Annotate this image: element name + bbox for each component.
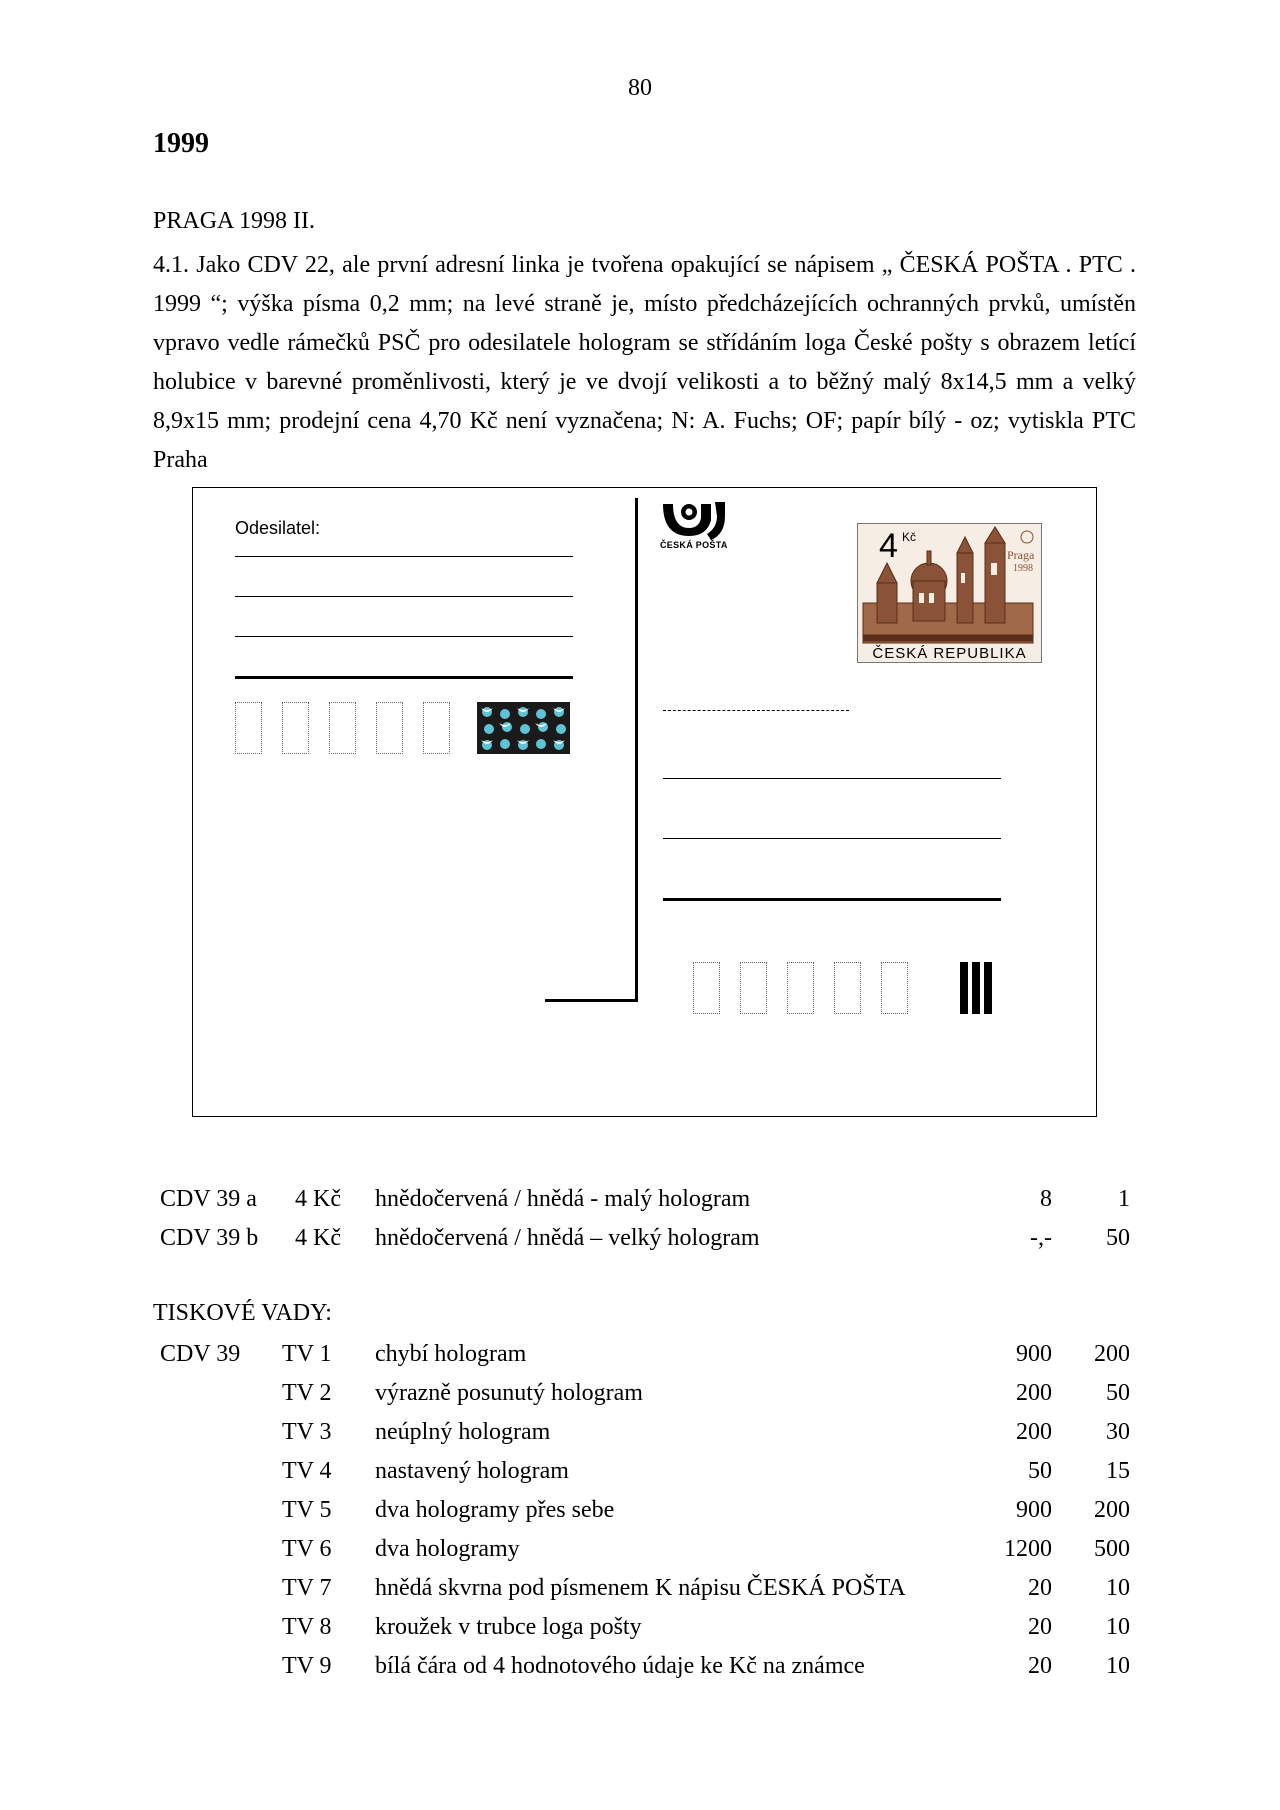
defect-row [0, 1378, 1280, 1408]
variant-value: 4 Kč [295, 1186, 341, 1212]
defect-id: TV 8 [282, 1614, 332, 1640]
sender-zip-box [376, 702, 403, 754]
address-line-bold [663, 898, 1001, 901]
address-line [663, 838, 1001, 839]
defect-row [0, 1495, 1280, 1525]
sender-zip-box [423, 702, 450, 754]
defect-id: TV 1 [282, 1341, 332, 1367]
defect-price-mint: 20 [1028, 1653, 1052, 1679]
postcard-divider-foot [545, 999, 638, 1002]
variant-row [0, 1184, 1280, 1214]
variant-price-used: 50 [1106, 1225, 1130, 1251]
sender-line-bold [235, 676, 573, 679]
defect-price-used: 50 [1106, 1380, 1130, 1406]
defect-description: výrazně posunutý hologram [375, 1380, 643, 1406]
stamp-event-year: 1998 [1013, 563, 1033, 574]
year-heading: 1999 [153, 128, 209, 159]
address-line-dotted [663, 710, 849, 711]
defect-description: dva hologramy přes sebe [375, 1497, 615, 1523]
variant-price-mint: 8 [1040, 1186, 1052, 1212]
variant-description: hnědočervená / hnědá – velký hologram [375, 1225, 760, 1251]
defect-id: TV 5 [282, 1497, 332, 1523]
variant-price-used: 1 [1118, 1186, 1130, 1212]
defect-id: TV 6 [282, 1536, 332, 1562]
defect-price-used: 10 [1106, 1614, 1130, 1640]
defect-price-used: 30 [1106, 1419, 1130, 1445]
variant-row [0, 1223, 1280, 1253]
defect-description: dva hologramy [375, 1536, 520, 1562]
sender-line [235, 636, 573, 637]
defect-row [0, 1651, 1280, 1681]
defect-price-mint: 20 [1028, 1614, 1052, 1640]
post-logo-text: ČESKÁ POŠTA [660, 540, 728, 550]
variant-price-mint: -,- [1030, 1225, 1052, 1251]
defect-price-mint: 900 [1016, 1497, 1052, 1523]
defect-row [0, 1612, 1280, 1642]
variant-value: 4 Kč [295, 1225, 341, 1251]
recipient-zip-box [787, 962, 814, 1014]
defect-price-mint: 900 [1016, 1341, 1052, 1367]
defect-price-used: 10 [1106, 1575, 1130, 1601]
stamp-value: 4 [879, 527, 898, 565]
section-title: PRAGA 1998 II. [153, 208, 316, 234]
page-number: 80 [628, 75, 652, 101]
defect-id: TV 2 [282, 1380, 332, 1406]
recipient-zip-box [834, 962, 861, 1014]
defects-heading: TISKOVÉ VADY: [153, 1300, 332, 1326]
defect-description: chybí hologram [375, 1341, 527, 1367]
variant-description: hnědočervená / hnědá - malý hologram [375, 1186, 751, 1212]
address-line [663, 778, 1001, 779]
defect-description: nastavený hologram [375, 1458, 569, 1484]
defect-description: hnědá skvrna pod písmenem K nápisu ČESKÁ POŠTA [375, 1575, 906, 1601]
recipient-zip-box [740, 962, 767, 1014]
defect-price-mint: 200 [1016, 1380, 1052, 1406]
defect-description: bílá čára od 4 hodnotového údaje ke Kč na známce [375, 1653, 865, 1679]
defect-price-used: 500 [1094, 1536, 1130, 1562]
defect-price-mint: 50 [1028, 1458, 1052, 1484]
defect-price-used: 200 [1094, 1497, 1130, 1523]
postcard-divider-vertical [635, 498, 638, 1001]
recipient-zip-box [881, 962, 908, 1014]
stamp-image [857, 523, 1042, 663]
defect-price-mint: 200 [1016, 1419, 1052, 1445]
defect-row [0, 1573, 1280, 1603]
sender-zip-box [282, 702, 309, 754]
defect-price-used: 15 [1106, 1458, 1130, 1484]
variant-code: CDV 39 b [160, 1225, 259, 1251]
defect-row [0, 1534, 1280, 1564]
defect-price-mint: 1200 [1004, 1536, 1052, 1562]
sender-zip-box [235, 702, 262, 754]
hologram-image [477, 702, 570, 754]
defect-row [0, 1456, 1280, 1486]
defect-price-used: 10 [1106, 1653, 1130, 1679]
postcard-illustration [192, 487, 1097, 1117]
stamp-event: Praga [1007, 548, 1035, 562]
sender-line [235, 596, 573, 597]
defect-row [0, 1339, 1280, 1369]
defect-row [0, 1417, 1280, 1447]
defects-code: CDV 39 [160, 1341, 241, 1367]
sender-zip-box [329, 702, 356, 754]
defect-id: TV 3 [282, 1419, 332, 1445]
stamp-country: ČESKÁ REPUBLIKA [872, 645, 1027, 662]
defect-price-used: 200 [1094, 1341, 1130, 1367]
sender-label: Odesilatel: [235, 518, 321, 538]
defect-id: TV 7 [282, 1575, 332, 1601]
stamp-currency: Kč [902, 530, 917, 544]
variant-code: CDV 39 a [160, 1186, 257, 1212]
defect-id: TV 4 [282, 1458, 332, 1484]
sender-line [235, 556, 573, 557]
defect-description: neúplný hologram [375, 1419, 551, 1445]
recipient-zip-box [693, 962, 720, 1014]
defect-price-mint: 20 [1028, 1575, 1052, 1601]
barcode-marks [960, 962, 996, 1019]
defect-id: TV 9 [282, 1653, 332, 1679]
description-paragraph: 4.1. Jako CDV 22, ale první adresní linka je tvořena opakující se nápisem „ ČESKÁ POŠTA . PTC . 1999 “; výška písma 0,2 mm; na levé straně je, místo předcházejících ochranných prvků, umístěn vpravo vedle rámečků PSČ pro odesilatele hologram se střídáním loga České pošty s obrazem letící holubice v barevné proměnlivosti, který je ve dvojí velikosti a to běžný malý 8x14,5 mm a velký 8,9x15 mm; prodejní cena 4,70 Kč není vyznačena; N: A. Fuchs; OF; papír bílý - oz; vytiskla PTC Praha [153, 252, 1136, 473]
defect-description: kroužek v trubce loga pošty [375, 1614, 642, 1640]
